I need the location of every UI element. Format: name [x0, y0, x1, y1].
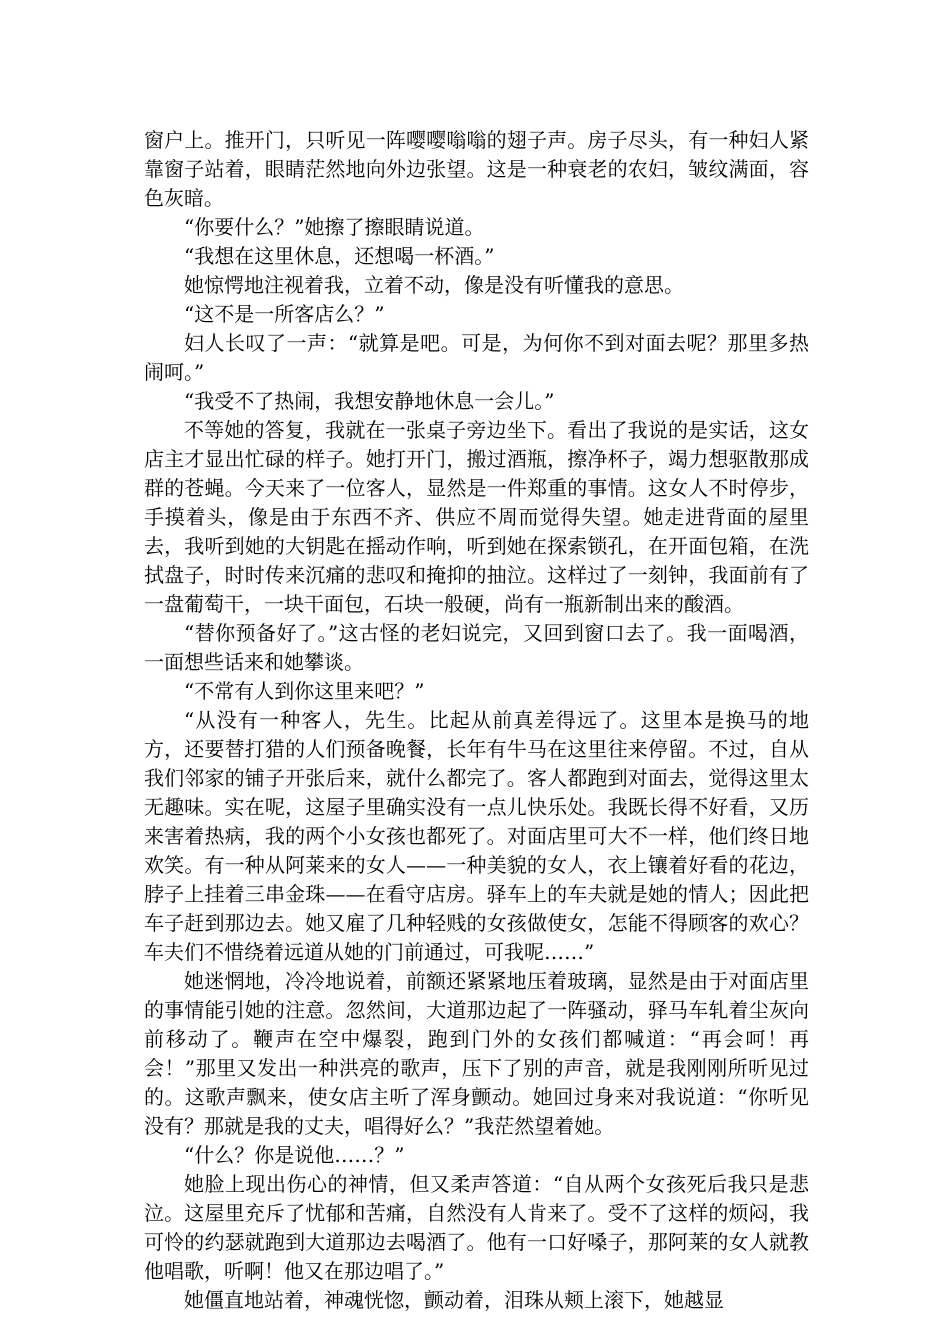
paragraph-6: 妇人长叹了一声：“就算是吧。可是，为何你不到对面去呢？那里多热闹呵。”: [144, 331, 809, 384]
paragraph-12: 她迷惘地，冷冷地说着，前额还紧紧地压着玻璃，显然是由于对面店里的事情能引她的注意。忽然间，大道那边起了一阵骚动，驿马车轧着尘灰向前移动了。鞭声在空中爆裂，跑到门外的女孩们都喊道：“再会呵！再会！”那里又发出一种洪亮的歌声，压下了别的声音，就是我刚刚所听见过的。这歌声飘来，使女店主听了浑身颤动。她回过身来对我说道：“你听见没有？那就是我的丈夫，唱得好么？”我茫然望着她。: [144, 969, 809, 1138]
paragraph-13: “什么？你是说他……？”: [184, 1143, 405, 1167]
paragraph-1: 窗户上。推开门，只听见一阵嘤嘤嗡嗡的翅子声。房子尽头，有一种妇人紧靠窗子站着，眼睛茫然地向外边张望。这是一种衰老的农妇，皱纹满面，容色灰暗。: [144, 128, 809, 210]
paragraph-5: “这不是一所客店么？”: [184, 302, 385, 326]
paragraph-9: “替你预备好了。”这古怪的老妇说完，又回到窗口去了。我一面喝酒，一面想些话来和她攀谈。: [144, 621, 809, 674]
paragraph-10: “不常有人到你这里来吧？”: [184, 679, 425, 703]
paragraph-8: 不等她的答复，我就在一张桌子旁边坐下。看出了我说的是实话，这女店主才显出忙碌的样子。她打开门，搬过酒瓶，擦净杯子，竭力想驱散那成群的苍蝇。今天来了一位客人，显然是一件郑重的事情。这女人不时停步，手摸着头，像是由于东西不齐、供应不周而觉得失望。她走进背面的屋里去，我听到她的大钥匙在摇动作响，听到她在探索锁孔，在开面包箱，在洗拭盘子，时时传来沉痛的悲叹和掩抑的抽泣。这样过了一刻钟，我面前有了一盘葡萄干，一块干面包，石块一般硬，尚有一瓶新制出来的酸酒。: [144, 418, 809, 616]
paragraph-7: “我受不了热闹，我想安静地休息一会儿。”: [184, 389, 555, 413]
paragraph-14: 她脸上现出伤心的神情，但又柔声答道：“自从两个女孩死后我只是悲泣。这屋里充斥了忧郁和苦痛，自然没有人肯来了。受不了这样的烦闷，我可怜的约瑟就跑到大道那边去喝酒了。他有一口好嗓子，那阿莱的女人就教他唱歌，听啊！他又在那边唱了。”: [144, 1172, 809, 1283]
paragraph-15: 她僵直地站着，神魂恍惚，颤动着，泪珠从颊上滚下，她越显: [184, 1288, 724, 1312]
paragraph-4: 她惊愕地注视着我，立着不动，像是没有听懂我的意思。: [184, 273, 684, 297]
document-page: [144, 126, 809, 1315]
paragraph-11: “从没有一种客人，先生。比起从前真差得远了。这里本是换马的地方，还要替打猎的人们预备晚餐，长年有牛马在这里往来停留。不过，自从我们邻家的铺子开张后来，就什么都完了。客人都跑到对面去，觉得这里太无趣味。实在呢，这屋子里确实没有一点儿快乐处。我既长得不好看，又历来害着热病，我的两个小女孩也都死了。对面店里可大不一样，他们终日地欢笑。有一种从阿莱来的女人——一种美貌的女人，衣上镶着好看的花边，脖子上挂着三串金珠——在看守店房。驿车上的车夫就是她的情人；因此把车子赶到那边去。她又雇了几种轻贱的女孩做使女，怎能不得顾客的欢心？车夫们不惜绕着远道从她的门前通过，可我呢……”: [144, 708, 809, 964]
paragraph-3: “我想在这里休息，还想喝一杯酒。”: [184, 244, 495, 268]
paragraph-2: “你要什么？”她擦了擦眼睛说道。: [184, 215, 485, 239]
